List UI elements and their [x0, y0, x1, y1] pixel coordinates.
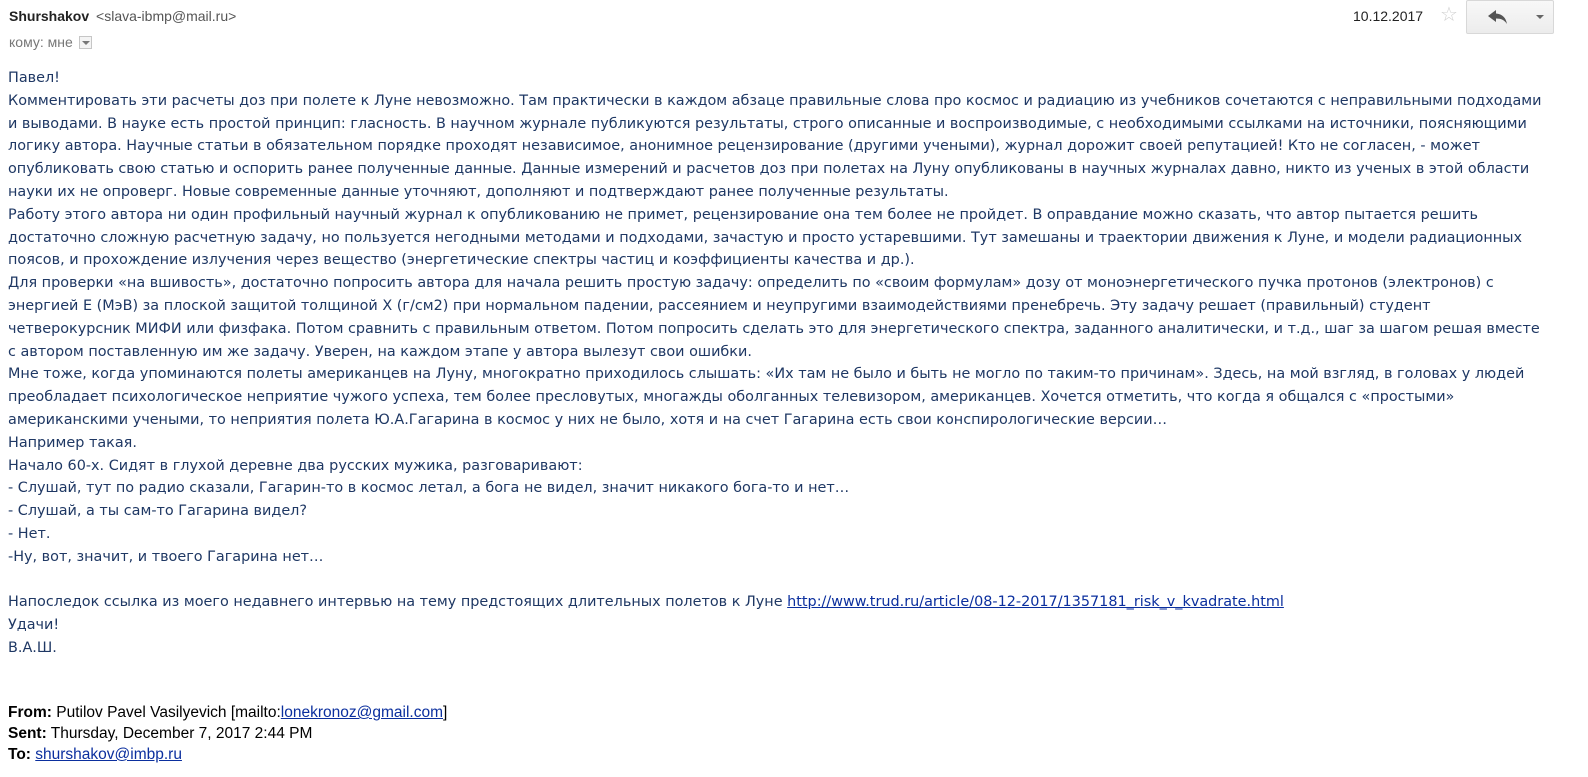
body-paragraph: Мне тоже, когда упоминаются полеты американцев на Луну, многократно приходилось слышать: «Их там не было и быть не могло по таким-то причинам». Здесь, на мой взгляд, в головах у людей преобладает психологическое неприятие чужого успеха, тем более пресловутых, многажды оболганных телевизором, американцев. Хочется отметить, что когда я общался с «простыми» американскими учеными, то неприятия полета Ю.А.Гагарина в космос у них не было, хотя и на счет Гагарина есть свои конспирологические версии… [8, 366, 1525, 428]
body-paragraph: Комментировать эти расчеты доз при полете к Луне невозможно. Там практически в каждом абзаце правильные слова про космос и радиацию из учебников сочетаются с неправильными подходами и выводами. В науке есть простой принцип: гласность. В научном журнале публикуются результаты, строго описанные и воспроизводимые, с необходимыми ссылками на источники, поясняющими логику автора. Научные статьи в обязательном порядке проходят независимое, анонимное рецензирование (другими учеными), журнал дорожит своей репутацией! Кто не согласен, - может опубликовать свою статью и оспорить ранее полученные данные. Данные измерений и расчетов доз при полетах на Луну опубликованы в научных журналах давно, никто из ученых в этой области науки их не опроверг. Новые современные данные уточняют, дополняют и подтверждают ранее полученные результаты. [8, 92, 1542, 200]
body-paragraph: Работу этого автора ни один профильный научный журнал к опубликованию не примет, рецензирование она тем более не пройдет. В оправдание можно сказать, что автор пытается решить достаточно сложную расчетную задачу, но пользуется негодными методами и подходами, зачастую и просто устаревшими. Тут замешаны и траектории движения к Луне, и модели радиационных поясов, и прохождение излучения через вещество (энергетические спектры частиц и коэффициенты качества и др.). [8, 206, 1523, 269]
sender-name[interactable]: Shurshakov [9, 8, 90, 24]
recipient [9, 34, 92, 50]
link-paragraph [8, 591, 1548, 614]
body-paragraph: Например такая. [8, 434, 137, 451]
to-label: To: [8, 746, 31, 763]
star-icon[interactable]: ☆ [1440, 4, 1458, 26]
body-paragraph: - Нет. [8, 525, 51, 542]
article-link[interactable]: http://www.trud.ru/article/08-12-2017/1357181_risk_v_kvadrate.html [787, 594, 1284, 611]
reply-button-group [1466, 0, 1557, 34]
spacer [8, 569, 1548, 592]
signature: В.А.Ш. [8, 639, 57, 656]
to-line [8, 744, 447, 765]
body-paragraph: - Слушай, тут по радио сказали, Гагарин-то в космос летал, а бога не видел, значит никакого бога-то и нет… [8, 480, 850, 497]
body-paragraph: Начало 60-х. Сидят в глухой деревне два русских мужика, разговаривают: [8, 457, 583, 474]
more-actions-button[interactable] [1528, 0, 1554, 34]
reply-button[interactable] [1466, 0, 1530, 34]
sender-email: <slava-ibmp@mail.ru> [96, 8, 237, 24]
closing: Удачи! [8, 617, 60, 634]
from-line [8, 702, 447, 723]
body-paragraph: Для проверки «на вшивость», достаточно попросить автора для начала решить простую задачу: определить по «своим формулам» дозу от моноэнергетического пучка протонов (электронов) с энергией Е (МэВ) за плоской защитой толщиной Х (г/см2) при нормальном падении, рассеянием и неупругими взаимодействиями пренебречь. Эту задачу решает (правильный) студент четверокурсник МИФИ или физфака. Потом сравнить с правильным ответом. Потом попросить сделать это для энергетического спектра, заданного аналитически, и т.д., шаг за шагом решая вместе с автором поставленную им же задачу. Уверен, на каждом этапе у автора вылезут свои ошибки. [8, 275, 1540, 360]
from-email-link[interactable]: lonekronoz@gmail.com [280, 704, 443, 721]
recipient-label: кому: мне [9, 34, 73, 50]
reply-icon [1488, 10, 1508, 24]
body-paragraph: -Ну, вот, значит, и твоего Гагарина нет… [8, 548, 324, 565]
sent-line [8, 723, 447, 744]
show-details-dropdown-icon[interactable] [79, 36, 92, 49]
original-message-header [8, 702, 447, 765]
sent-label: Sent: [8, 725, 47, 742]
message-body [8, 67, 1548, 660]
greeting: Павел! [8, 70, 60, 86]
from-suffix: ] [443, 704, 448, 721]
link-intro: Напоследок ссылка из моего недавнего интервью на тему предстоящих длительных полетов к Луне [8, 594, 788, 611]
body-paragraph: - Слушай, а ты сам-то Гагарина видел? [8, 503, 308, 520]
sent-value: Thursday, December 7, 2017 2:44 PM [50, 725, 313, 742]
sender [9, 8, 236, 24]
message-header [9, 6, 1588, 56]
from-label: From: [8, 704, 52, 721]
message-date: 10.12.2017 [1353, 8, 1424, 24]
to-email-link[interactable]: shurshakov@imbp.ru [35, 746, 182, 763]
from-name: Putilov Pavel Vasilyevich [mailto: [56, 704, 281, 721]
